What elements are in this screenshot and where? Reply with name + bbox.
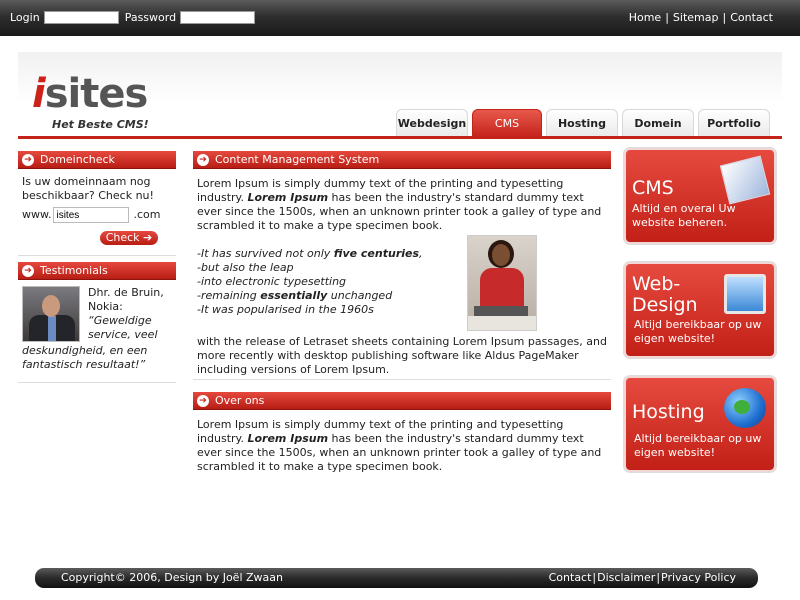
domain-prefix: www.: [22, 208, 52, 221]
password-label: Password: [124, 11, 177, 24]
site-logo[interactable]: isites: [32, 71, 148, 117]
monitor-icon: [724, 274, 766, 314]
domain-input[interactable]: [53, 207, 129, 223]
tab-domein[interactable]: Domein: [622, 109, 694, 137]
header-divider: [18, 136, 782, 139]
footer-contact-link[interactable]: Contact: [548, 571, 592, 584]
arrow-right-icon: ➔: [22, 265, 34, 277]
testimonials-title: Testimonials: [40, 264, 108, 277]
tab-hosting[interactable]: Hosting: [546, 109, 618, 137]
tab-portfolio[interactable]: Portfolio: [698, 109, 770, 137]
cms-section-bar: [193, 151, 611, 169]
promo-subtitle: Altijd bereikbaar op uw eigen website!: [634, 318, 762, 345]
promo-hosting[interactable]: [624, 376, 776, 472]
header: [18, 52, 782, 138]
home-link[interactable]: Home: [628, 11, 662, 24]
top-bar: [0, 0, 800, 36]
promo-webdesign[interactable]: [624, 262, 776, 358]
testimonial-box: [18, 280, 176, 378]
cms-paragraph-1: Lorem Ipsum is simply dummy text of the printing and typesetting industry. Lorem Ipsum has been the industry's standard dummy text ever since the 1500s, when an unknown printer took a galley of type and scrambled it to make a type specimen book.: [197, 177, 602, 232]
login-area: [10, 11, 261, 24]
content-column: [193, 151, 611, 474]
left-column: [18, 151, 176, 383]
list-item: -but also the leap: [197, 261, 294, 274]
divider: [18, 255, 176, 256]
woman-laptop-photo: [467, 235, 537, 331]
arrow-right-icon: ➔: [197, 154, 209, 166]
copyright-text: Copyright© 2006, Design by Joël Zwaan: [61, 571, 283, 584]
list-item: -It has survived not only five centuries,: [197, 247, 423, 260]
about-section-bar: [193, 392, 611, 410]
promo-title: Hosting: [632, 401, 705, 423]
about-section-title: Over ons: [215, 394, 265, 407]
list-item: -remaining essentially unchanged: [197, 289, 393, 302]
check-button[interactable]: Check ➔: [100, 231, 158, 245]
footer: [35, 568, 758, 588]
password-input[interactable]: [180, 11, 255, 24]
cms-paragraph-2: with the release of Letraset sheets containing Lorem Ipsum passages, and more recently with desktop publishing software like Aldus PageMaker including versions of Lorem Ipsum.: [197, 335, 607, 376]
domain-suffix: .com: [133, 208, 161, 221]
divider: [18, 382, 176, 383]
testimonial-author: Dhr. de Bruin, Nokia:: [88, 286, 164, 313]
promo-subtitle: Altijd bereikbaar op uw eigen website!: [634, 432, 762, 459]
domaincheck-box: [18, 169, 176, 251]
cms-section-title: Content Management System: [215, 153, 380, 166]
domaincheck-bar: [18, 151, 176, 169]
sitemap-link[interactable]: Sitemap: [672, 11, 719, 24]
login-label: Login: [10, 11, 40, 24]
promo-cms[interactable]: [624, 148, 776, 244]
divider: [193, 379, 611, 380]
cms-list: [193, 247, 611, 317]
tab-cms[interactable]: CMS: [472, 109, 542, 137]
promo-column: [624, 148, 776, 490]
main-nav-tabs: [392, 109, 770, 137]
list-item: -into electronic typesetting: [197, 275, 347, 288]
slogan: Het Beste CMS!: [52, 118, 149, 131]
contact-link[interactable]: Contact: [730, 11, 773, 24]
avatar: [22, 286, 80, 342]
arrow-right-icon: ➔: [197, 395, 209, 407]
footer-privacy-link[interactable]: Privacy Policy: [661, 571, 736, 584]
globe-icon: [724, 388, 766, 428]
list-item: -It was popularised in the 1960s: [197, 303, 374, 316]
login-input[interactable]: [44, 11, 119, 24]
testimonials-bar: [18, 262, 176, 280]
promo-subtitle: Altijd en overal Uw website beheren.: [632, 202, 736, 229]
top-links: Home | Sitemap | Contact: [628, 11, 773, 24]
domaincheck-question: Is uw domeinnaam nog beschikbaar? Check nu!: [22, 175, 154, 202]
about-paragraph: Lorem Ipsum is simply dummy text of the printing and typesetting industry. Lorem Ipsum has been the industry's standard dummy text ever since the 1500s, when an unknown printer took a galley of type and scrambled it to make a type specimen book.: [197, 418, 602, 473]
cms-document-icon: [720, 156, 770, 205]
footer-links: Contact|Disclaimer|Privacy Policy: [548, 571, 736, 584]
promo-title: CMS: [632, 177, 674, 199]
promo-title-line-2: Design: [632, 294, 698, 316]
domain-row: [22, 207, 172, 223]
footer-disclaimer-link[interactable]: Disclaimer: [597, 571, 656, 584]
arrow-right-icon: ➔: [22, 154, 34, 166]
tab-webdesign[interactable]: Webdesign: [396, 109, 468, 137]
testimonial-quote: “Geweldige service, veel deskundigheid, en een fantastisch resultaat!”: [22, 314, 158, 371]
promo-title-line-1: Web-: [632, 273, 681, 295]
domaincheck-title: Domeincheck: [40, 153, 115, 166]
